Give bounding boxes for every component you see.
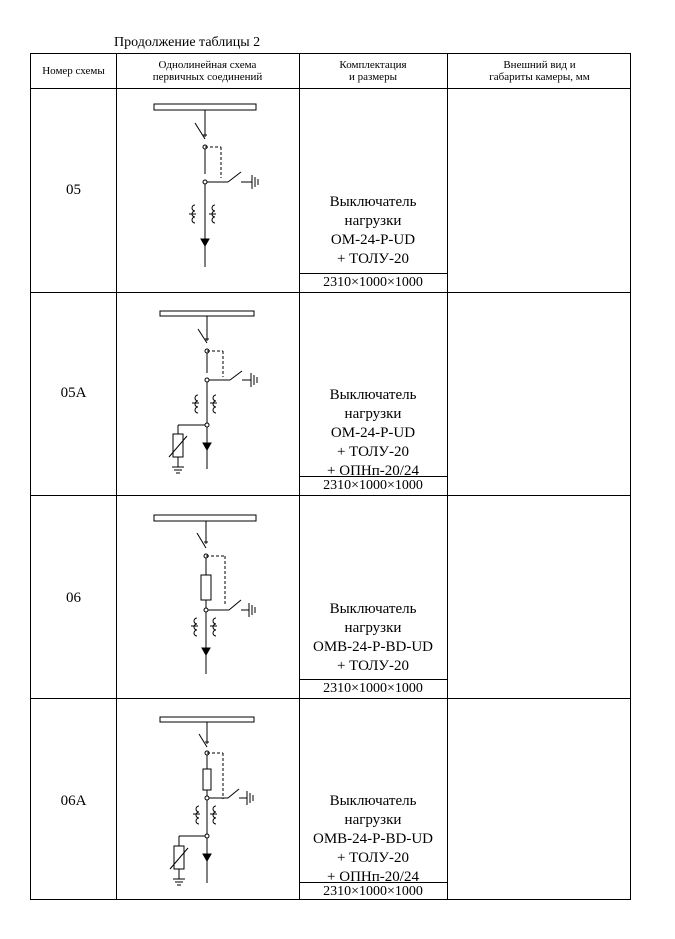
- dimensions: 2310×1000×1000: [323, 275, 423, 290]
- equipment-line: нагрузки: [344, 213, 402, 229]
- scheme-number: 06: [66, 590, 81, 606]
- header-appearance: [447, 54, 632, 88]
- equipment-line: ОМВ-24-Р-BD-UD: [313, 639, 433, 655]
- single-line-diagram: [116, 496, 299, 698]
- equipment-line: нагрузки: [344, 620, 402, 636]
- single-line-diagram: [116, 699, 299, 901]
- load-switch-diagram: [116, 89, 299, 292]
- equipment-line: Выключатель: [329, 601, 417, 617]
- equipment-line: + ОПНп-20/24: [327, 869, 419, 885]
- header-line: и размеры: [349, 71, 397, 83]
- dimensions: 2310×1000×1000: [323, 884, 423, 899]
- dimensions: 2310×1000×1000: [323, 681, 423, 696]
- equipment-description: [299, 386, 447, 481]
- equipment-line: ОМВ-24-Р-BD-UD: [313, 831, 433, 847]
- load-switch-fuse-diagram: [116, 496, 299, 698]
- header-line: Внешний вид и: [503, 59, 576, 71]
- equipment-description: [299, 792, 447, 887]
- equipment-line: ОМ-24-Р-UD: [330, 232, 416, 248]
- table-row: [31, 699, 630, 901]
- load-switch-fuse-surge-arrester-diagram: [116, 699, 299, 901]
- equipment-description: [299, 193, 447, 269]
- header-line: Однолинейная схема: [158, 59, 257, 71]
- equipment-line: Выключатель: [329, 793, 417, 809]
- table-caption: Продолжение таблицы 2: [114, 35, 261, 50]
- scheme-table: [30, 53, 631, 900]
- table-row: [31, 293, 630, 495]
- scheme-number: 05: [66, 182, 81, 198]
- single-line-diagram: [116, 89, 299, 292]
- single-line-diagram: [116, 293, 299, 495]
- header-single-line-diagram: [116, 54, 299, 88]
- equipment-line: нагрузки: [344, 406, 402, 422]
- equipment-line: + ТОЛУ-20: [336, 444, 410, 460]
- header-line: первичных соединений: [152, 71, 263, 83]
- equipment-line: + ОПНп-20/24: [327, 463, 419, 479]
- dimensions: 2310×1000×1000: [323, 478, 423, 493]
- header-line: габариты камеры, мм: [489, 71, 590, 83]
- header-scheme-number: [31, 54, 116, 88]
- equipment-line: нагрузки: [344, 812, 402, 828]
- scheme-number: 06А: [60, 793, 87, 809]
- equipment-line: + ТОЛУ-20: [336, 658, 410, 674]
- equipment-line: Выключатель: [329, 194, 417, 210]
- equipment-description: [299, 600, 447, 676]
- header-equipment: [299, 54, 447, 88]
- scheme-number: 05А: [60, 385, 87, 401]
- table-row: [31, 89, 630, 292]
- equipment-line: Выключатель: [329, 387, 417, 403]
- load-switch-surge-arrester-diagram: [116, 293, 299, 495]
- table-row: [31, 496, 630, 698]
- header-line: Комплектация: [339, 59, 407, 71]
- equipment-line: ОМ-24-Р-UD: [330, 425, 416, 441]
- equipment-line: + ТОЛУ-20: [336, 251, 410, 267]
- equipment-line: + ТОЛУ-20: [336, 850, 410, 866]
- header-scheme-number-label: Номер схемы: [42, 65, 105, 77]
